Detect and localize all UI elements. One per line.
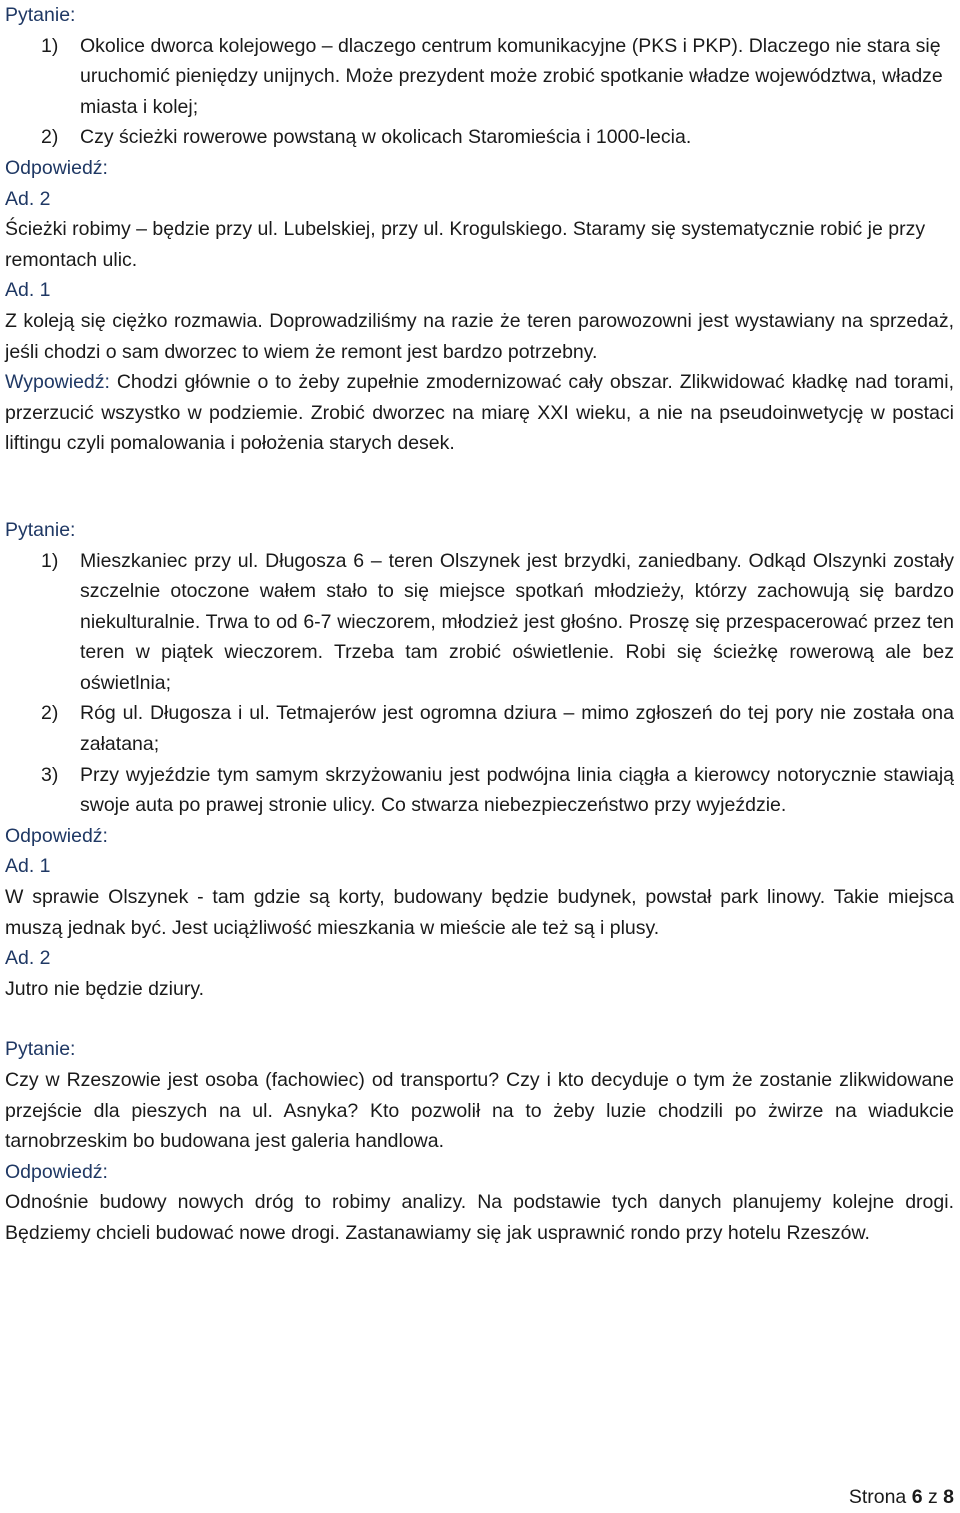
ad-1-label: Ad. 1 <box>5 279 51 302</box>
question-label: Pytanie: <box>5 518 76 541</box>
list-item-number: 1) <box>41 549 59 572</box>
statement-paragraph <box>5 367 954 459</box>
page-number-footer <box>849 1482 954 1513</box>
list-item-text: Mieszkaniec przy ul. Długosza 6 – teren Olszynek jest brzydki, zaniedbany. Odkąd Olszynki zostały szczelnie otoczone wałem stało to się miejsce spotkań młodzieży, którzy zachowują się bardzo niekulturalnie. Trwa to od 6-7 wieczorem, młodzież jest głośno. Proszę się przespacerować przez ten teren w piątek wieczorem. Trzeba tam zrobić oświetlenie. Robi się ścieżkę rowerową ale bez oświetlnia; <box>80 549 954 694</box>
ad-2-label: Ad. 2 <box>5 947 51 970</box>
ad-2-text: Jutro nie będzie dziury. <box>5 977 205 1000</box>
list-item-number: 2) <box>41 126 59 149</box>
ad-1-label: Ad. 1 <box>5 855 51 878</box>
answer-label: Odpowiedź: <box>5 824 108 847</box>
section-spacer <box>5 1004 954 1034</box>
ad-1-text: W sprawie Olszynek - tam gdzie są korty, budowany będzie budynek, powstał park linowy. Takie miejsca muszą jednak być. Jest uciążliwość mieszkania w mieście ale też są i plusy. <box>5 886 954 939</box>
section-1 <box>5 0 954 459</box>
question-label: Pytanie: <box>5 1038 76 1061</box>
ad-2-label: Ad. 2 <box>5 187 51 210</box>
page-number-total: 8 <box>943 1486 954 1508</box>
answer-label: Odpowiedź: <box>5 156 108 179</box>
list-item <box>5 31 954 123</box>
list-item <box>5 760 954 821</box>
list-item-number: 3) <box>41 763 59 786</box>
section-3 <box>5 1034 954 1248</box>
list-item <box>5 122 954 153</box>
list-item-text: Czy ścieżki rowerowe powstaną w okolicach Staromieścia i 1000-lecia. <box>80 126 692 149</box>
list-item-text: Przy wyjeździe tym samym skrzyżowaniu jest podwójna linia ciągła a kierowcy notorycznie stawiają swoje auta po prawej stronie ulicy. Co stwarza niebezpieczeństwo przy wyjeździe. <box>80 763 954 817</box>
ad-1-text: Z koleją się ciężko rozmawia. Doprowadziliśmy na razie że teren parowozowni jest wystawiany na sprzedaż, jeśli chodzi o sam dworzec to wiem że remont jest bardzo potrzebny. <box>5 309 954 363</box>
page-number-separator: z <box>922 1486 944 1508</box>
question-list <box>5 31 954 153</box>
section-spacer <box>5 459 954 515</box>
page-number-prefix: Strona <box>848 1486 912 1508</box>
list-item-number: 2) <box>41 702 59 725</box>
list-item-text: Róg ul. Długosza i ul. Tetmajerów jest ogromna dziura – mimo zgłoszeń do tej pory nie została ona załatana; <box>80 702 954 756</box>
answer-text: Odnośnie budowy nowych dróg to robimy analizy. Na podstawie tych danych planujemy kolejne drogi. Będziemy chcieli budować nowe drogi. Zastanawiamy się jak usprawnić rondo przy hotelu Rzeszów. <box>5 1191 954 1244</box>
statement-label: Wypowiedź: <box>5 371 110 394</box>
question-label: Pytanie: <box>5 4 76 26</box>
list-item <box>5 698 954 759</box>
list-item-number: 1) <box>41 34 59 57</box>
list-item-text: Okolice dworca kolejowego – dlaczego centrum komunikacyjne (PKS i PKP). Dlaczego nie stara się uruchomić pieniędzy unijnych. Może prezydent może zrobić spotkanie władze województwa, władze miasta i kolej; <box>80 34 943 118</box>
page-number-current: 6 <box>911 1486 923 1508</box>
list-item <box>5 546 954 699</box>
question-text: Czy w Rzeszowie jest osoba (fachowiec) od transportu? Czy i kto decyduje o tym że zostanie zlikwidowane przejście dla pieszych na ul. Asnyka? Kto pozwolił na to żeby luzie chodzili po żwirze na wiadukcie tarnobrzeskim bo budowana jest galeria handlowa. <box>5 1069 954 1153</box>
section-2 <box>5 515 954 1005</box>
statement-text: Chodzi głównie o to żeby zupełnie zmodernizować cały obszar. Zlikwidować kładkę nad torami, przerzucić wszystko w podziemie. Zrobić dworzec na miarę XXI wieku, a nie na pseudoinwetycję w postaci liftingu czyli pomalowania i położenia starych desek. <box>5 371 954 455</box>
answer-label: Odpowiedź: <box>5 1160 108 1183</box>
ad-2-text: Ścieżki robimy – będzie przy ul. Lubelskiej, przy ul. Krogulskiego. Staramy się systematycznie robić je przy remontach ulic. <box>5 218 926 271</box>
question-list <box>5 546 954 821</box>
